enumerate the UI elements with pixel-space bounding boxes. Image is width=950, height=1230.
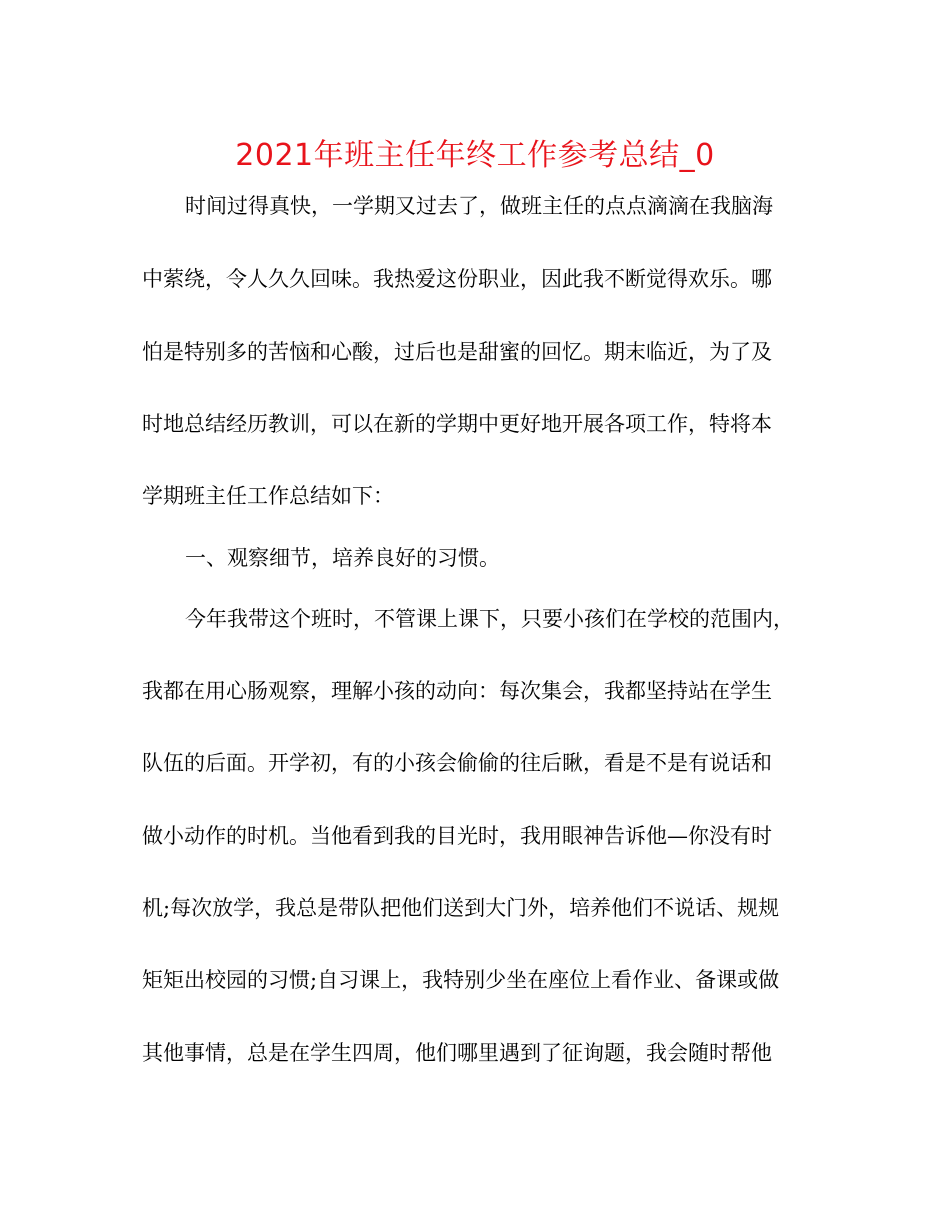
section-heading-text: 一、观察细节，培养良好的习惯。 — [185, 546, 500, 570]
paragraph-line-text: 今年我带这个班时，不管课上课下，只要小孩们在学校的范围内， — [185, 607, 794, 631]
paragraph-line-text: 我都在用心肠观察，理解小孩的动向：每次集会，我都坚持站在学生 — [142, 679, 772, 703]
paragraph-line — [0, 888, 950, 928]
paragraph-line — [0, 476, 950, 516]
paragraph-line-text: 中萦绕，令人久久回味。我热爱这份职业，因此我不断觉得欢乐。哪 — [142, 267, 772, 291]
paragraph-line — [0, 671, 950, 711]
paragraph-line — [0, 186, 950, 226]
paragraph-line — [0, 259, 950, 299]
paragraph-line-text: 其他事情，总是在学生四周，他们哪里遇到了征询题，我会随时帮他 — [142, 1041, 772, 1065]
paragraph-line — [0, 960, 950, 1000]
paragraph-line-text: 机;每次放学，我总是带队把他们送到大门外，培养他们不说话、规规 — [142, 896, 780, 920]
paragraph-line — [0, 743, 950, 783]
paragraph-line — [0, 332, 950, 372]
paragraph-line-text: 矩矩出校园的习惯;自习课上，我特别少坐在座位上看作业、备课或做 — [142, 968, 780, 992]
paragraph-line-text: 时间过得真快，一学期又过去了，做班主任的点点滴滴在我脑海 — [185, 194, 773, 218]
paragraph-line — [0, 404, 950, 444]
paragraph-line — [0, 1033, 950, 1073]
paragraph-line-text: 学期班主任工作总结如下： — [142, 484, 394, 508]
document-title: 2021年班主任年终工作参考总结_0 — [235, 138, 715, 173]
paragraph-line — [0, 816, 950, 856]
paragraph-line — [0, 599, 950, 639]
paragraph-line-text: 时地总结经历教训，可以在新的学期中更好地开展各项工作，特将本 — [142, 412, 772, 436]
paragraph-line-text: 怕是特别多的苦恼和心酸，过后也是甜蜜的回忆。期末临近，为了及 — [142, 340, 772, 364]
paragraph-line-text: 做小动作的时机。当他看到我的目光时，我用眼神告诉他—你没有时 — [142, 824, 772, 848]
section-heading — [0, 538, 950, 578]
paragraph-line-text: 队伍的后面。开学初，有的小孩会偷偷的往后瞅，看是不是有说话和 — [142, 751, 772, 775]
